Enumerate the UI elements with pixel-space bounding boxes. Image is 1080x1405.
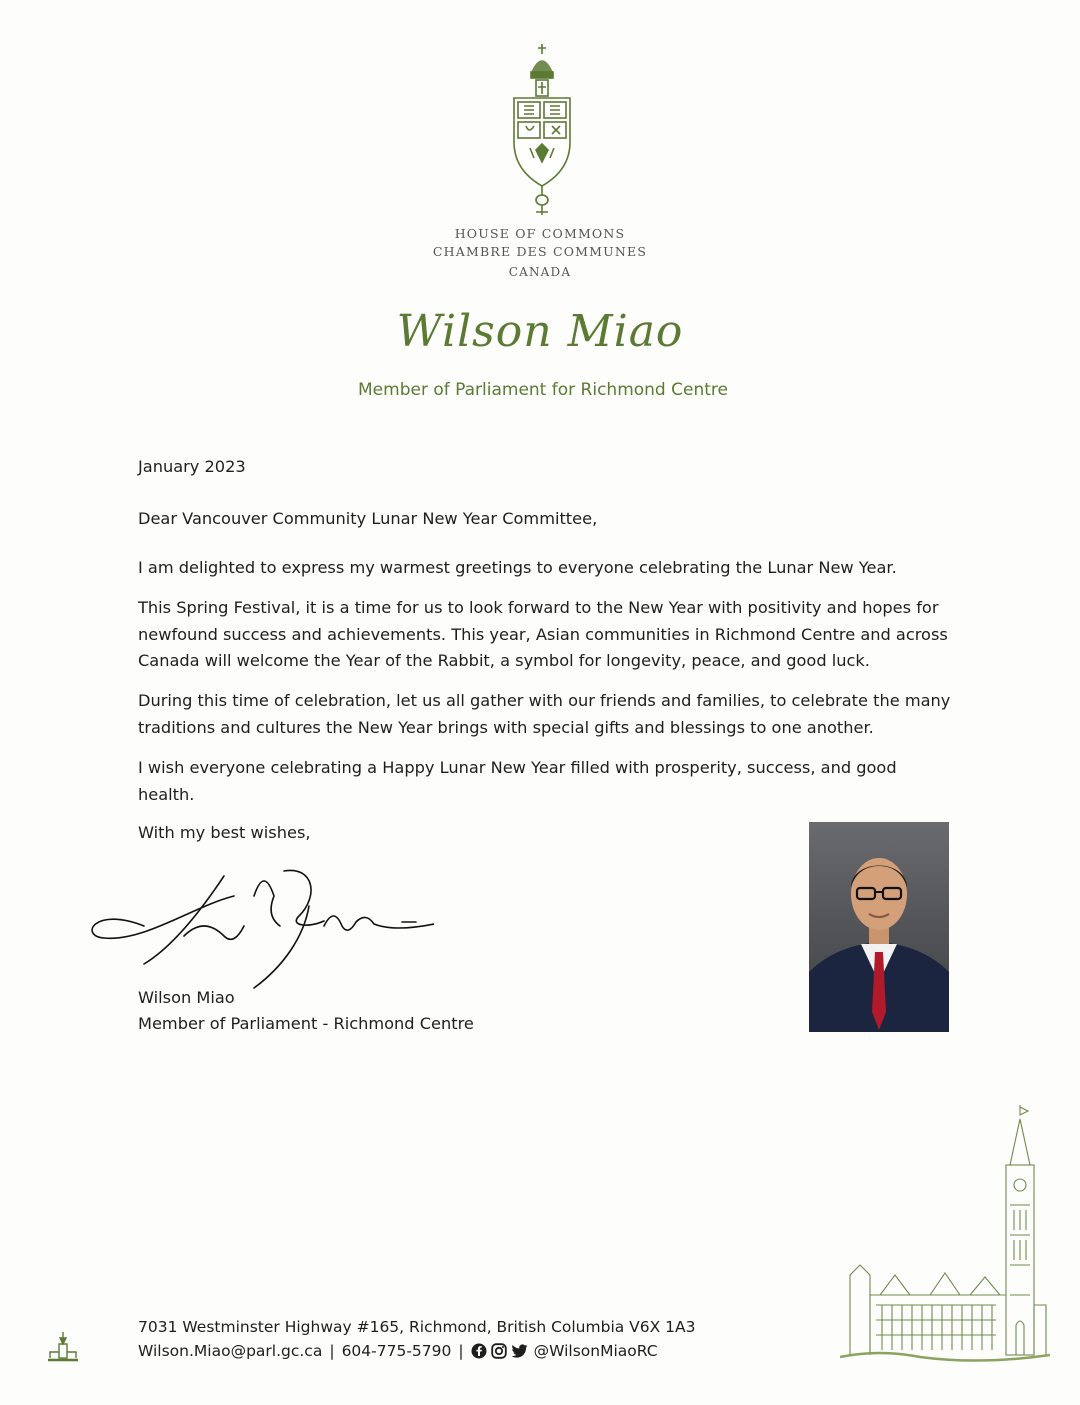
twitter-icon[interactable] [511, 1344, 528, 1359]
signer-name: Wilson Miao [138, 988, 235, 1007]
footer-separator: | [458, 1342, 464, 1360]
instagram-icon[interactable] [491, 1343, 507, 1359]
letter-paragraph-4: I wish everyone celebrating a Happy Lunar New Year filled with prosperity, success, and good health. [138, 758, 897, 804]
footer-phone[interactable]: 604-775-5790 [341, 1342, 452, 1360]
mp-portrait-photo [809, 822, 949, 1032]
mp-riding-subtitle: Member of Parliament for Richmond Centre [358, 380, 728, 400]
footer-separator: | [329, 1342, 335, 1360]
parliament-tower-logo-icon [46, 1330, 80, 1364]
house-of-commons-crest-icon [506, 42, 578, 217]
letter-paragraph-1: I am delighted to express my warmest greetings to everyone celebrating the Lunar New Year. [138, 558, 897, 577]
parliament-building-illustration [840, 1105, 1050, 1365]
footer-social-handle[interactable]: @WilsonMiaoRC [533, 1342, 658, 1360]
signer-title: Member of Parliament - Richmond Centre [138, 1014, 474, 1033]
letter-paragraph-3: During this time of celebration, let us all gather with our friends and families, to celebrate the many traditions and cultures the New Year brings with special gifts and blessings to one another. [138, 691, 951, 737]
house-of-commons-en: HOUSE OF COMMONS [454, 226, 626, 241]
letter-paragraph-2: This Spring Festival, it is a time for us to look forward to the New Year with positivity and hopes for newfound success and achievements. This year, Asian communities in Richmond Centre and across Canada will welcome the Year of the Rabbit, a symbol for longevity, peace, and good luck. [138, 598, 948, 670]
letter-date: January 2023 [138, 457, 246, 476]
letter-closing: With my best wishes, [138, 823, 311, 842]
footer-contact [138, 1342, 658, 1360]
facebook-icon[interactable] [471, 1343, 487, 1359]
footer-email[interactable]: Wilson.Miao@parl.gc.ca [138, 1342, 323, 1360]
country-label: CANADA [508, 265, 572, 279]
mp-name-heading: Wilson Miao [396, 306, 684, 357]
house-of-commons-fr: CHAMBRE DES COMMUNES [432, 244, 648, 259]
footer-address: 7031 Westminster Highway #165, Richmond, British Columbia V6X 1A3 [138, 1318, 696, 1336]
social-icons [471, 1343, 528, 1359]
handwritten-signature [84, 866, 434, 996]
letter-salutation: Dear Vancouver Community Lunar New Year Committee, [138, 509, 598, 528]
